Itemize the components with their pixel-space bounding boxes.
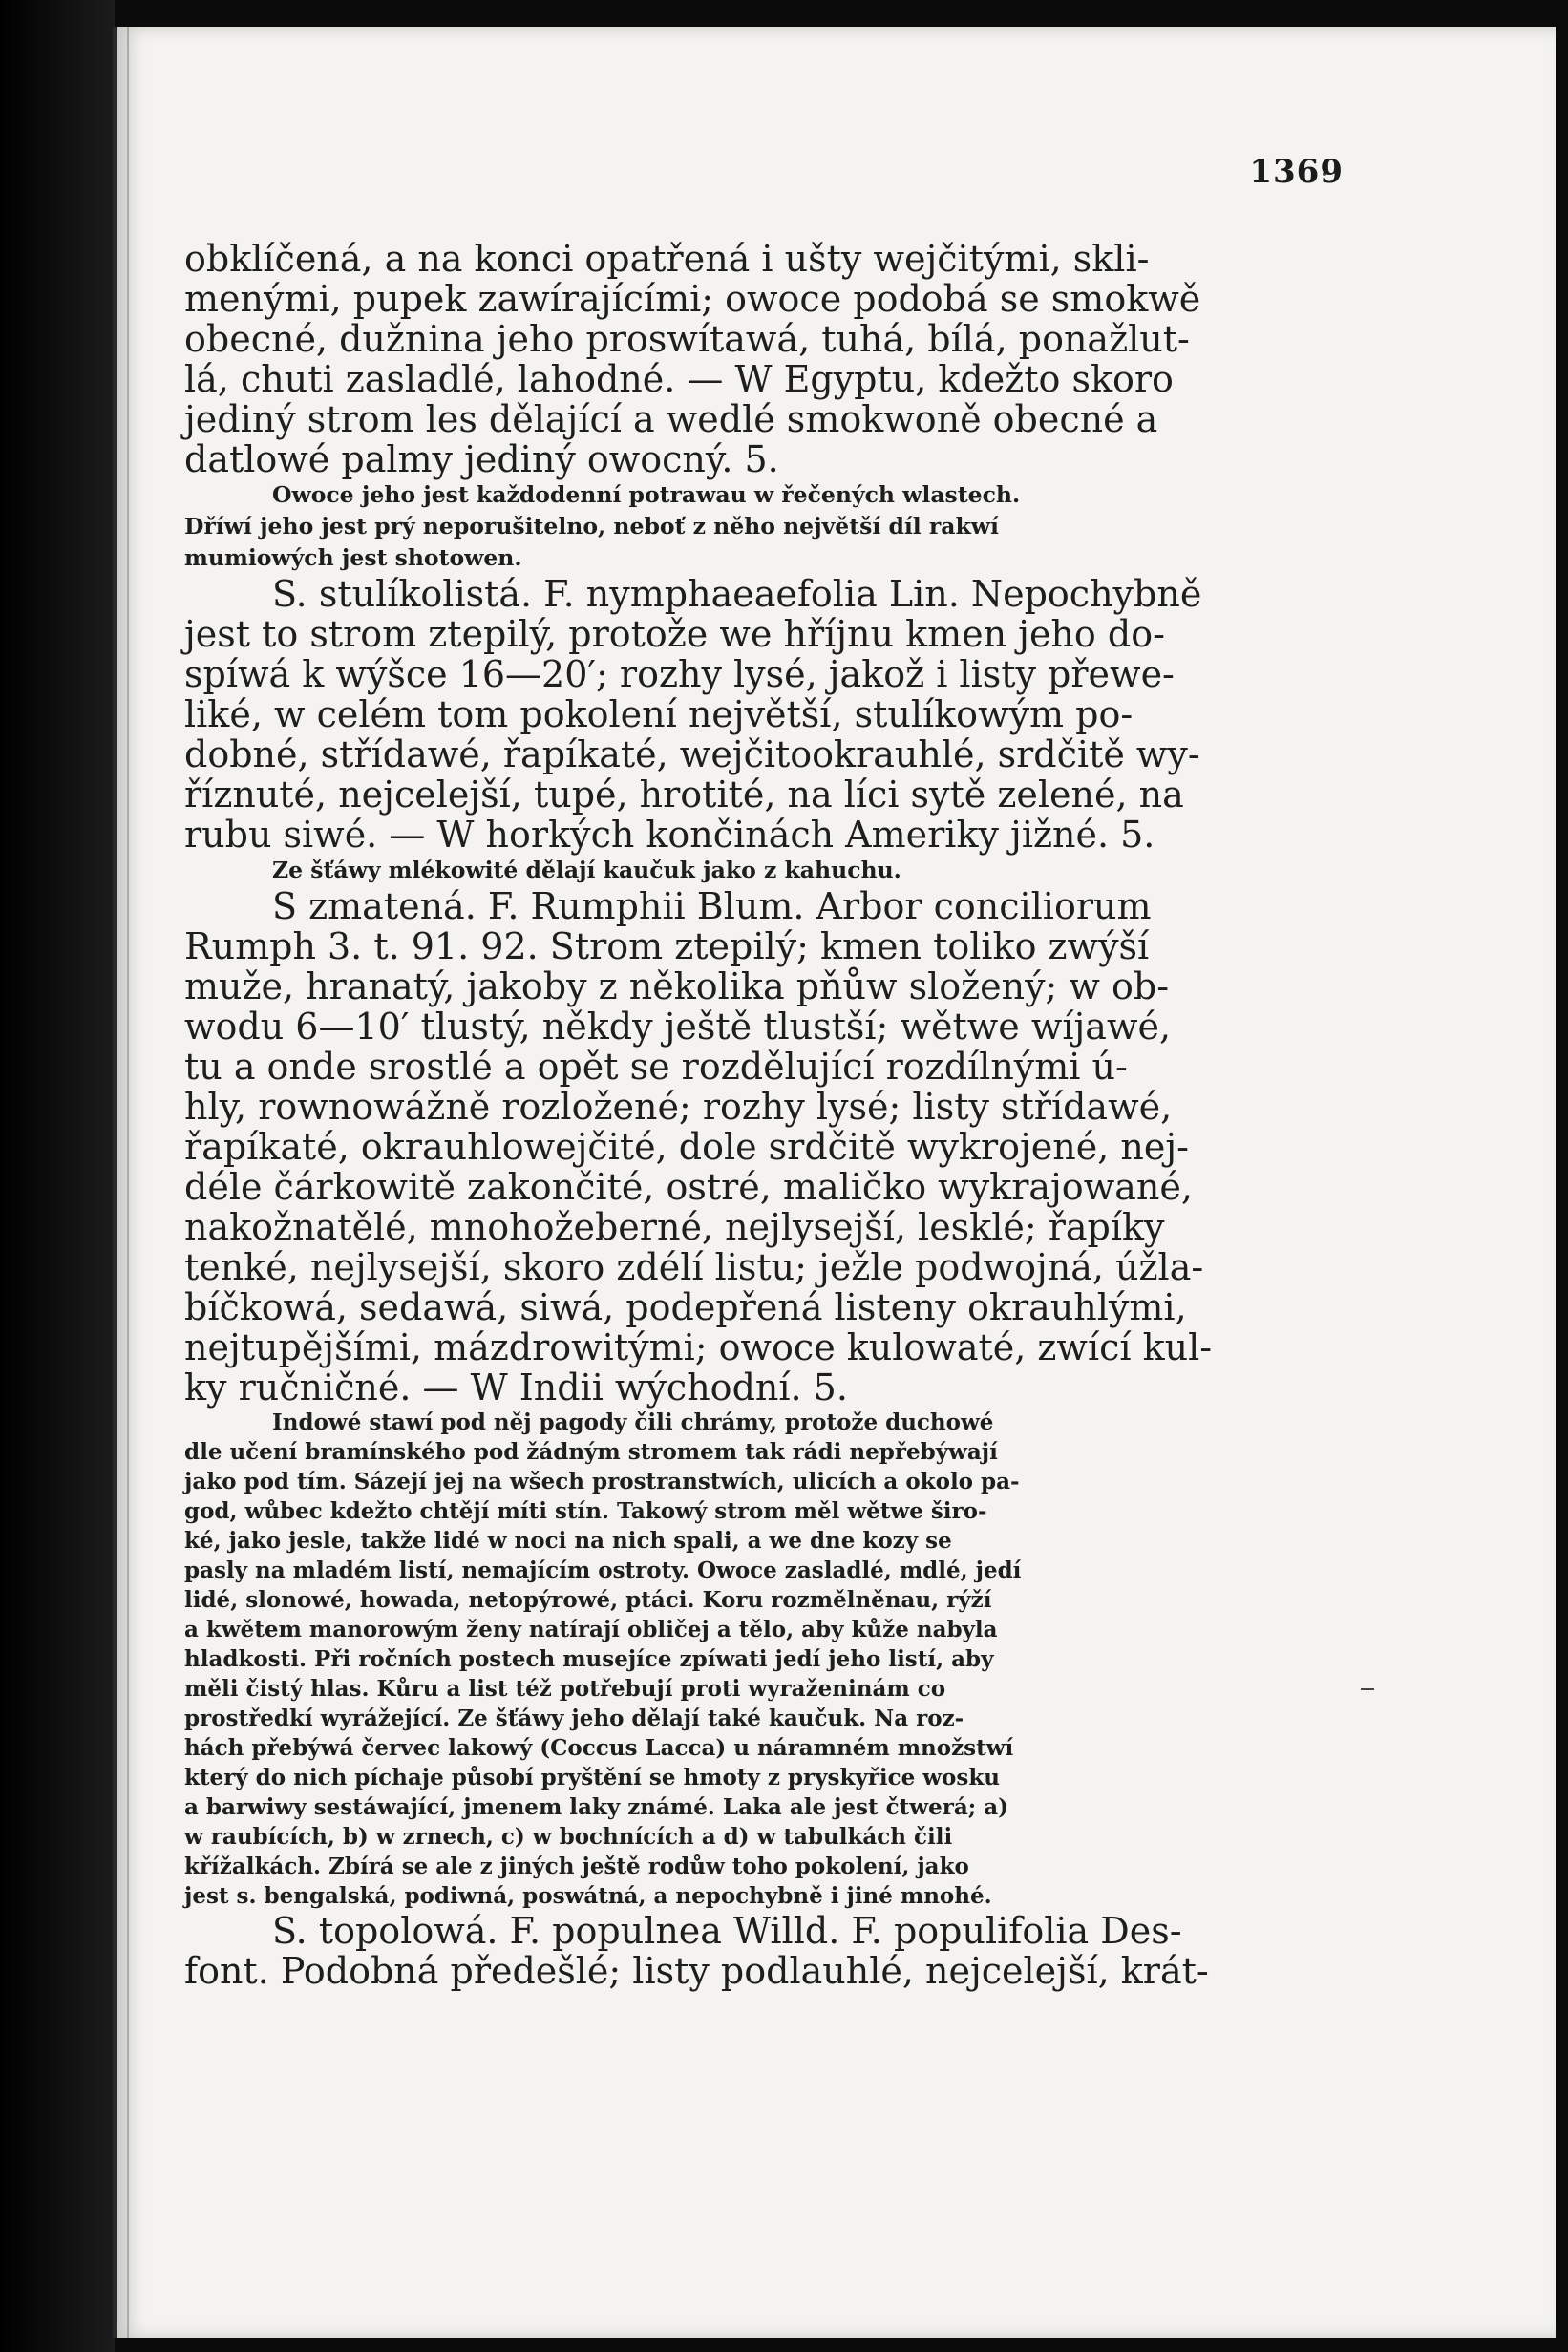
note-line: Dříwí jeho jest prý neporušitelno, neboť z něho největší díl rakwí bbox=[184, 513, 999, 540]
note-line: god, wůbec kdežto chtějí míti stín. Takowý strom měl wětwe širo- bbox=[184, 1498, 987, 1524]
note-line: prostředkí wyrážející. Ze šťáwy jeho dělají také kaučuk. Na roz- bbox=[184, 1706, 964, 1731]
text-line: tenké, nejlysejší, skoro zdélí listu; ježle podwojná, úžla- bbox=[184, 1246, 1204, 1288]
note-line: a kwětem manorowým ženy natírají obličej a tělo, aby kůže nabyla bbox=[184, 1617, 998, 1642]
text-line: dobné, střídawé, řapíkaté, wejčitookrauhlé, srdčitě wy- bbox=[184, 733, 1200, 775]
text-line: jediný strom les dělající a wedlé smokwoně obecné a bbox=[184, 398, 1158, 440]
note-line: hladkosti. Při ročních postech musejíce zpíwati jedí jeho listí, aby bbox=[184, 1646, 994, 1672]
text-line: datlowé palmy jediný owocný. 5. bbox=[184, 438, 779, 480]
margin-dash bbox=[1361, 1688, 1374, 1690]
page-number: 1369 bbox=[1249, 153, 1344, 191]
entry-heading-line: S zmatená. F. Rumphii Blum. Arbor conciliorum bbox=[272, 885, 1152, 927]
note-line: dle učení bramínského pod žádným stromem tak rádi nepřebýwají bbox=[184, 1439, 998, 1465]
note-line: mumiowých jest shotowen. bbox=[184, 544, 522, 571]
book-page bbox=[113, 27, 1556, 2338]
gutter-line bbox=[127, 27, 129, 2338]
text-line: tu a onde srostlé a opět se rozdělující rozdílnými ú- bbox=[184, 1046, 1128, 1088]
note-line: w raubících, b) w zrnech, c) w bochnících a d) w tabulkách čili bbox=[184, 1824, 953, 1850]
note-line: hách přebýwá červec lakowý (Coccus Lacca) u náramném množstwí bbox=[184, 1735, 1014, 1761]
text-line: lá, chuti zasladlé, lahodné. — W Egyptu, kdežto skoro bbox=[184, 358, 1174, 400]
text-line: spíwá k wýšce 16—20′; rozhy lysé, jakož i listy přewe- bbox=[184, 653, 1175, 695]
note-line: jest s. bengalská, podiwná, poswátná, a nepochybně i jiné mnohé. bbox=[184, 1883, 992, 1909]
text-line: říznuté, nejcelejší, tupé, hrotité, na líci sytě zelené, na bbox=[184, 773, 1184, 816]
text-line: nakožnatělé, mnohožeberné, nejlysejší, lesklé; řapíky bbox=[184, 1206, 1165, 1248]
note-line: a barwiwy sestáwající, jmenem laky známé. Laka ale jest čtwerá; a) bbox=[184, 1794, 1009, 1820]
text-line: rubu siwé. — W horkých končinách Ameriky jižné. 5. bbox=[184, 814, 1155, 856]
text-line: hly, rownowážně rozložené; rozhy lysé; listy střídawé, bbox=[184, 1086, 1173, 1128]
scan-border bbox=[0, 0, 115, 2352]
note-line: Owoce jeho jest každodenní potrawau w řečených wlastech. bbox=[272, 481, 1021, 508]
text-line: obklíčená, a na konci opatřená i ušty wejčitými, skli- bbox=[184, 238, 1150, 280]
text-line: nejtupějšími, mázdrowitými; owoce kulowaté, zwící kul- bbox=[184, 1326, 1213, 1368]
note-line: který do nich píchaje působí pryštění se hmoty z pryskyřice wosku bbox=[184, 1765, 1000, 1790]
text-line: řapíkaté, okrauhlowejčité, dole srdčitě wykrojené, nej- bbox=[184, 1126, 1189, 1168]
note-line: Indowé stawí pod něj pagody čili chrámy, protože duchowé bbox=[272, 1409, 994, 1435]
text-line: font. Podobná předešlé; listy podlauhlé, nejcelejší, krát- bbox=[184, 1950, 1209, 1992]
note-line: křížalkách. Zbírá se ale z jiných ještě rodůw toho pokolení, jako bbox=[184, 1854, 969, 1879]
text-line: déle čárkowitě zakončité, ostré, maličko wykrajowané, bbox=[184, 1166, 1193, 1208]
text-line: bíčkowá, sedawá, siwá, podepřená listeny okrauhlými, bbox=[184, 1286, 1187, 1328]
text-line: wodu 6—10′ tlustý, někdy ještě tlustší; wětwe wíjawé, bbox=[184, 1006, 1172, 1048]
text-line: ky ručničné. — W Indii wýchodní. 5. bbox=[184, 1367, 848, 1409]
note-line: měli čistý hlas. Kůru a list též potřebují proti wyraženinám co bbox=[184, 1676, 946, 1702]
text-line: jest to strom ztepilý, protože we hříjnu kmen jeho do- bbox=[184, 613, 1165, 655]
text-line: menými, pupek zawírajícími; owoce podobá se smokwě bbox=[184, 278, 1201, 320]
text-line: Rumph 3. t. 91. 92. Strom ztepilý; kmen toliko zwýší bbox=[184, 925, 1150, 967]
text-line: liké, w celém tom pokolení největší, stulíkowým po- bbox=[184, 693, 1134, 735]
entry-heading-line: S. topolowá. F. populnea Willd. F. populifolia Des- bbox=[272, 1910, 1182, 1952]
text-line: muže, hranatý, jakoby z několika pňůw složený; w ob- bbox=[184, 965, 1170, 1007]
text-line: obecné, dužnina jeho proswítawá, tuhá, bílá, ponažlut- bbox=[184, 318, 1190, 360]
note-line: jako pod tím. Sázejí jej na wšech prostranstwích, ulicích a okolo pa- bbox=[184, 1469, 1020, 1494]
note-line: lidé, slonowé, howada, netopýrowé, ptáci. Koru rozmělněnau, rýží bbox=[184, 1587, 992, 1613]
note-line: Ze šťáwy mlékowité dělají kaučuk jako z kahuchu. bbox=[272, 857, 901, 883]
page-text bbox=[184, 239, 1282, 1991]
entry-heading-line: S. stulíkolistá. F. nymphaeaefolia Lin. Nepochybně bbox=[272, 573, 1202, 615]
note-line: pasly na mladém listí, nemajícím ostroty. Owoce zasladlé, mdlé, jedí bbox=[184, 1557, 1022, 1583]
note-line: ké, jako jesle, takže lidé w noci na nich spali, a we dne kozy se bbox=[184, 1528, 952, 1554]
